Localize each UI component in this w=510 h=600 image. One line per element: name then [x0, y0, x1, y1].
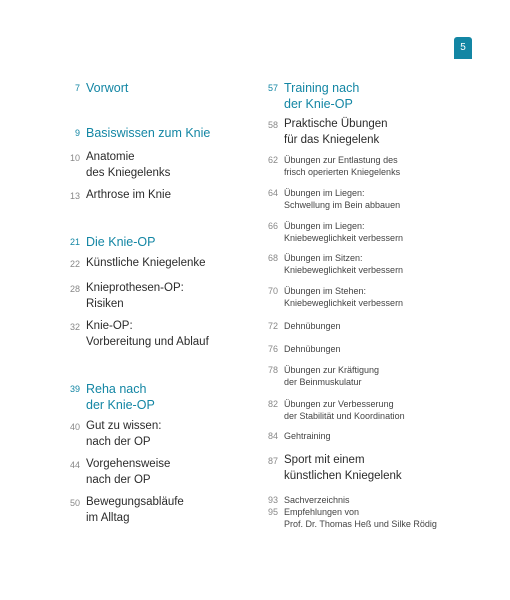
toc-entry-title [284, 343, 341, 355]
toc-page-number: 62 [267, 155, 278, 165]
toc-title-line: des Kniegelenks [86, 166, 171, 179]
toc-page-number: 58 [267, 120, 278, 130]
toc-page-number: 87 [267, 456, 278, 466]
toc-page-number: 13 [69, 191, 80, 201]
toc-title-line: Übungen im Liegen: [284, 188, 365, 198]
toc-page-number: 21 [69, 237, 80, 247]
toc-entry-title [86, 150, 170, 181]
toc-title-line: Praktische Übungen [284, 118, 388, 130]
toc-section-title [86, 234, 155, 250]
toc-title-line: Gehtraining [284, 431, 331, 441]
toc-title-line: Sachverzeichnis [284, 495, 350, 505]
toc-page-number: 84 [267, 431, 278, 441]
toc-page-number: 82 [267, 399, 278, 409]
toc-title-line: Reha nach [86, 382, 147, 396]
toc-title-line: Arthrose im Knie [86, 189, 172, 201]
toc-section-title [86, 381, 155, 413]
toc-title-line: Vorwort [86, 81, 129, 95]
toc-title-line: Basiswissen zum Knie [86, 126, 211, 140]
toc-page-number: 28 [69, 284, 80, 294]
toc-entry-title [86, 457, 170, 488]
toc-title-line: Anatomie [86, 151, 135, 163]
toc-title-line: Bewegungsabläufe [86, 496, 184, 508]
toc-entry-title [86, 256, 206, 272]
toc-entry-title [284, 398, 405, 422]
toc-title-line: Dehnübungen [284, 321, 341, 331]
toc-page-number: 22 [69, 259, 80, 269]
toc-title-line: Prof. Dr. Thomas Heß und Silke Rödig [284, 519, 437, 529]
toc-entry-title [284, 364, 379, 388]
toc-page-number: 32 [69, 322, 80, 332]
toc-title-line: Künstliche Kniegelenke [86, 257, 206, 269]
toc-entry-title [284, 320, 341, 332]
toc-title-line: Training nach [284, 81, 360, 95]
toc-title-line: Übungen im Sitzen: [284, 253, 363, 263]
toc-page-number: 70 [267, 286, 278, 296]
toc-page-number: 68 [267, 253, 278, 263]
toc-title-line: der Beinmuskulatur [284, 377, 362, 387]
toc-title-line: Gut zu wissen: [86, 420, 162, 432]
toc-page-number: 93 [267, 495, 278, 505]
toc-entry-title [284, 117, 388, 148]
toc-entry-title [86, 188, 171, 204]
toc-entry-title [86, 419, 161, 450]
toc-entry-title [284, 430, 331, 442]
toc-page-number: 9 [74, 128, 80, 138]
toc-page-number: 66 [267, 221, 278, 231]
toc-title-line: Kniebeweglichkeit verbessern [284, 298, 404, 308]
toc-entry-title [284, 187, 400, 211]
toc-title-line: im Alltag [86, 511, 130, 524]
toc-title-line: Übungen im Stehen: [284, 286, 367, 296]
toc-page-number: 76 [267, 344, 278, 354]
toc-entry-title [284, 252, 403, 276]
toc-page-number: 95 [267, 507, 278, 517]
toc-title-line: Vorgehensweise [86, 458, 171, 470]
toc-page-number: 50 [69, 498, 80, 508]
toc-entry-title [86, 319, 209, 350]
toc-title-line: Sport mit einem [284, 454, 365, 466]
toc-entry-title [284, 220, 403, 244]
toc-title-line: nach der OP [86, 435, 151, 448]
toc-entry-title [284, 154, 400, 178]
toc-title-line: Übungen zur Entlastung des [284, 155, 398, 165]
toc-title-line: der Stabilität und Koordination [284, 411, 405, 421]
toc-title-line: Empfehlungen von [284, 507, 360, 517]
toc-title-line: frisch operierten Kniegelenks [284, 167, 401, 177]
toc-title-line: Übungen zur Verbesserung [284, 399, 394, 409]
toc-page-number: 7 [74, 83, 80, 93]
toc-page-number: 72 [267, 321, 278, 331]
toc-title-line: Kniebeweglichkeit verbessern [284, 233, 404, 243]
toc-title-line: Risiken [86, 297, 124, 310]
toc-entry-title [86, 495, 184, 526]
toc-section-title [86, 125, 210, 141]
toc-title-line: der Knie-OP [86, 398, 155, 412]
toc-page-number: 10 [69, 153, 80, 163]
toc-page-number: 39 [69, 384, 80, 394]
toc-section-title [86, 80, 128, 96]
toc-title-line: der Knie-OP [284, 97, 353, 111]
toc-page-number: 64 [267, 188, 278, 198]
toc-title-line: Vorbereitung und Ablauf [86, 335, 209, 348]
toc-entry-title [284, 453, 402, 484]
toc-entry-title [284, 494, 350, 506]
toc-entry-title [284, 285, 403, 309]
toc-page-number: 78 [267, 365, 278, 375]
toc-section-title [284, 80, 359, 112]
toc-title-line: Knie-OP: [86, 320, 133, 332]
toc-entry-title [284, 506, 437, 530]
toc-title-line: für das Kniegelenk [284, 133, 380, 146]
toc-title-line: Dehnübungen [284, 344, 341, 354]
toc-title-line: Schwellung im Bein abbauen [284, 200, 401, 210]
toc-page-number: 57 [267, 83, 278, 93]
toc-title-line: Kniebeweglichkeit verbessern [284, 265, 404, 275]
toc-page-number: 44 [69, 460, 80, 470]
toc-title-line: nach der OP [86, 473, 151, 486]
toc-title-line: Die Knie-OP [86, 235, 156, 249]
toc-title-line: Übungen im Liegen: [284, 221, 365, 231]
page-number-badge: 5 [454, 37, 472, 59]
toc-page-number: 40 [69, 422, 80, 432]
toc-title-line: Übungen zur Kräftigung [284, 365, 380, 375]
toc-title-line: künstlichen Kniegelenk [284, 469, 402, 482]
toc-title-line: Knieprothesen-OP: [86, 282, 184, 294]
toc-entry-title [86, 281, 184, 312]
